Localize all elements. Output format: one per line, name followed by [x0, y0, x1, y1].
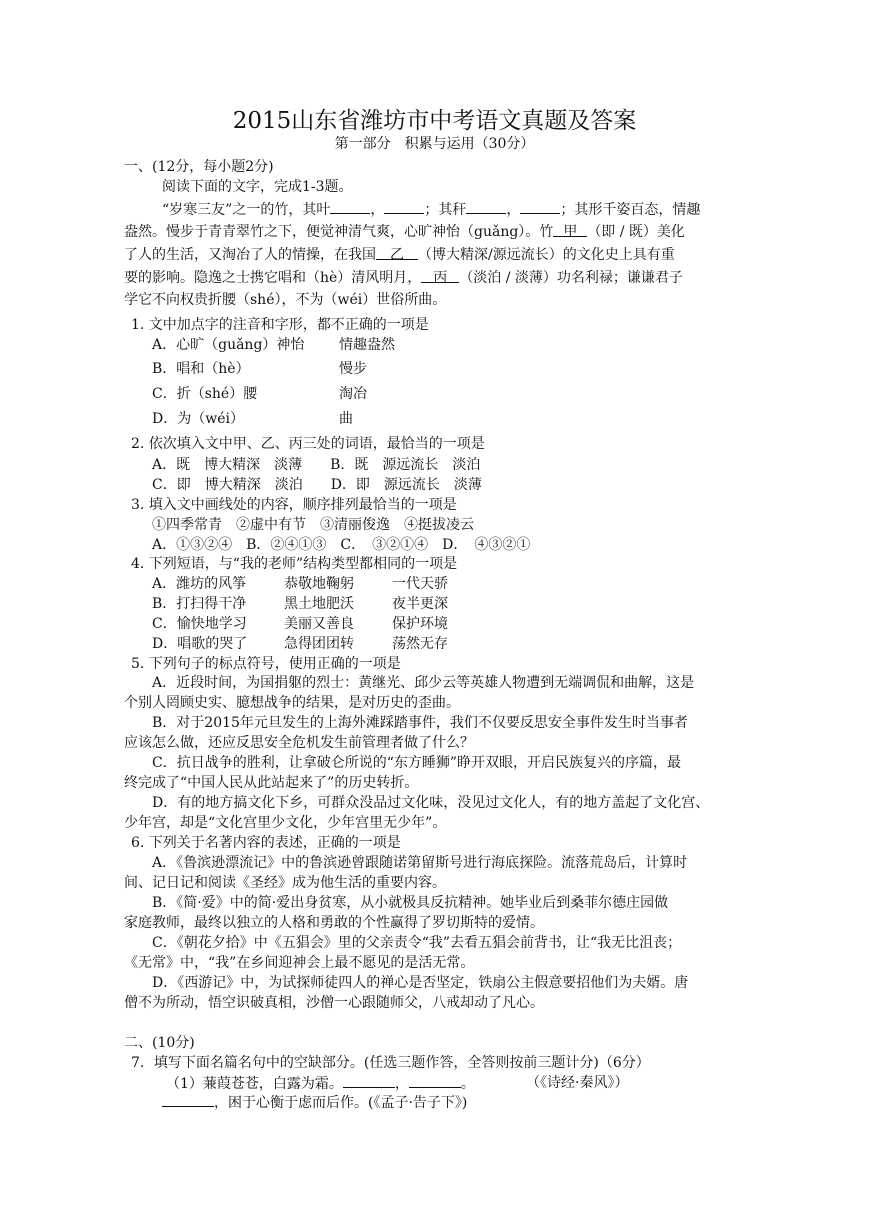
q6-option-a-line-2: 间、记日记和阅读《圣经》成为他生活的重要内容。 [124, 875, 446, 891]
q6-option-d-line-1: D．《西游记》中，为试探师徒四人的禅心是否坚定，铁扇公主假意要招他们为夫婿。唐 [152, 975, 689, 991]
q5-option-d-line-1: D．有的地方搞文化下乡，可群众没品过文化味，没见过文化人，有的地方盖起了文化宫、 [152, 795, 710, 811]
q5-option-a-line-1: A．近段时间，为国捐躯的烈士：黄继光、邱少云等英雄人物遭到无端调侃和曲解，这是 [152, 675, 695, 691]
q2-options-row-2: C．即 博大精深 淡泊 D．即 源远流长 淡薄 [152, 477, 482, 493]
q1-option-b: B．唱和（hè） [152, 361, 250, 377]
q3-stem: 3. 填入文中画线处的内容，顺序排列最恰当的一项是 [131, 497, 457, 513]
q6-option-b-line-2: 家庭教师，最终以独立的人格和勇敢的个性赢得了罗切斯特的爱情。 [124, 915, 544, 931]
q1-option-d-word: 曲 [339, 411, 353, 427]
blank-line [384, 199, 424, 214]
q4-option-a-3: 一代天骄 [392, 576, 448, 592]
q4-option-c-2: 美丽又善良 [284, 616, 354, 632]
q2-stem: 2. 依次填入文中甲、乙、丙三处的词语，最恰当的一项是 [131, 436, 485, 452]
passage-line-1: “岁寒三友”之一的竹，其叶 ， ；其秆 ， ；其形千姿百态，情趣 [162, 199, 700, 220]
q4-option-d-3: 荡然无存 [392, 636, 448, 652]
blank-bing: 丙 [421, 268, 459, 283]
q1-option-d: D．为（wéi） [152, 411, 244, 427]
blank-line [520, 199, 560, 214]
q3-options: A．①③②④ B．②④①③ C． ③②①④ D． ④③②① [152, 537, 531, 553]
q6-option-c-line-1: C．《朝花夕拾》中《五猖会》里的父亲责令“我”去看五猖会前背书，让“我无比沮丧； [152, 935, 682, 951]
q5-option-c-line-2: 终完成了“中国人民从此站起来了”的历史转折。 [124, 775, 419, 791]
q1-option-c: C．折（shé）腰 [152, 386, 258, 402]
q7-sentence-2: ，困于心衡于虑而后作。(《孟子·告子下》) [162, 1092, 467, 1113]
blank-line [162, 1092, 214, 1107]
q4-option-c-3: 保护环境 [392, 616, 448, 632]
q4-option-b-3: 夜半更深 [392, 596, 448, 612]
q5-stem: 5. 下列句子的标点符号，使用正确的一项是 [131, 656, 401, 672]
q1-option-a: A．心旷（guǎng）神怡 [152, 337, 305, 353]
q4-option-b: B．打扫得干净 [152, 596, 247, 612]
passage-line-4: 要的影响。隐逸之士携它唱和（hè）清风明月， 丙 （淡泊 / 淡薄）功名利禄；谦谦君子 [124, 270, 683, 286]
passage-line-3: 了人的生活，又淘冶了人的情操，在我国 乙 （博大精深/源远流长）的文化史上具有重 [124, 247, 675, 263]
q1-option-b-word: 慢步 [339, 361, 367, 377]
q5-option-a-line-2: 个别人罔顾史实、臆想战争的结果，是对历史的歪曲。 [124, 695, 460, 711]
q6-option-b-line-1: B．《简·爱》中的简·爱出身贫寒，从小就极具反抗精神。她毕业后到桑菲尔德庄园做 [152, 895, 669, 911]
reading-instruction: 阅读下面的文字，完成1-3题。 [162, 179, 353, 195]
q4-option-d: D．唱歌的哭了 [152, 636, 248, 652]
part1-header: 一、(12分，每小题2分) [124, 159, 274, 175]
blank-line [343, 1073, 395, 1088]
section-subtitle: 第一部分 积累与运用（30分） [334, 136, 535, 152]
q4-option-a: A．潍坊的风筝 [152, 576, 247, 592]
q4-option-a-2: 恭敬地鞠躬 [284, 576, 354, 592]
q1-stem: 1. 文中加点字的注音和字形，都不正确的一项是 [131, 317, 429, 333]
q6-option-c-line-2: 《无常》中，“我”在乡间迎神会上最不愿见的是活无常。 [124, 955, 475, 971]
q7-sentence-1: （1）蒹葭苍苍，白露为霜。 ， 。 [166, 1073, 475, 1094]
blank-yi: 乙 [376, 245, 418, 260]
q7-stem: 7．填写下面名篇名句中的空缺部分。(任选三题作答，全答则按前三题计分)（6分） [131, 1055, 650, 1071]
q4-option-c: C．愉快地学习 [152, 616, 247, 632]
q5-option-b-line-1: B．对于2015年元旦发生的上海外滩踩踏事件，我们不仅要反思安全事件发生时当事者 [152, 715, 688, 731]
q6-option-a-line-1: A．《鲁滨逊漂流记》中的鲁滨逊曾跟随诺第留斯号进行海底探险。流落荒岛后，计算时 [152, 855, 688, 871]
q5-option-d-line-2: 少年宫，却是“文化宫里少文化，少年宫里无少年”。 [124, 815, 447, 831]
document-title: 2015山东省潍坊市中考语文真题及答案 [232, 108, 637, 134]
q6-stem: 6. 下列关于名著内容的表述，正确的一项是 [131, 835, 401, 851]
q5-option-c-line-1: C．抗日战争的胜利，让拿破仑所说的“东方睡狮”睁开双眼，开启民族复兴的序篇，最 [152, 755, 682, 771]
q5-option-b-line-2: 应该怎么做，还应反思安全危机发生前管理者做了什么？ [124, 735, 474, 751]
blank-line [409, 1073, 461, 1088]
q4-option-d-2: 急得团团转 [284, 636, 354, 652]
q1-option-a-word: 情趣盎然 [339, 337, 395, 353]
q1-option-c-word: 淘冶 [339, 386, 367, 402]
q6-option-d-line-2: 僧不为所动，悟空识破真相，沙僧一心跟随师父，八戒却动了凡心。 [124, 995, 544, 1011]
passage-line-2: 盎然。慢步于青青翠竹之下，便觉神清气爽，心旷神怡（guǎng）。竹 甲 （即 / 既）美化 [124, 224, 685, 240]
part2-header: 二、(10分) [124, 1035, 195, 1051]
blank-line [466, 199, 506, 214]
blank-line [330, 199, 370, 214]
q4-option-b-2: 黑土地肥沃 [284, 596, 354, 612]
q2-options-row-1: A．既 博大精深 淡薄 B．既 源远流长 淡泊 [152, 457, 481, 473]
q4-stem: 4. 下列短语，与“我的老师”结构类型都相同的一项是 [131, 556, 458, 572]
blank-jia: 甲 [553, 222, 587, 237]
q3-items: ①四季常青 ②虚中有节 ③清丽俊逸 ④挺拔凌云 [152, 517, 474, 533]
q7-sentence-1-source: （《诗经·秦风》） [526, 1075, 629, 1091]
passage-line-5: 学它不向权贵折腰（shé），不为（wéi）世俗所曲。 [124, 292, 447, 308]
